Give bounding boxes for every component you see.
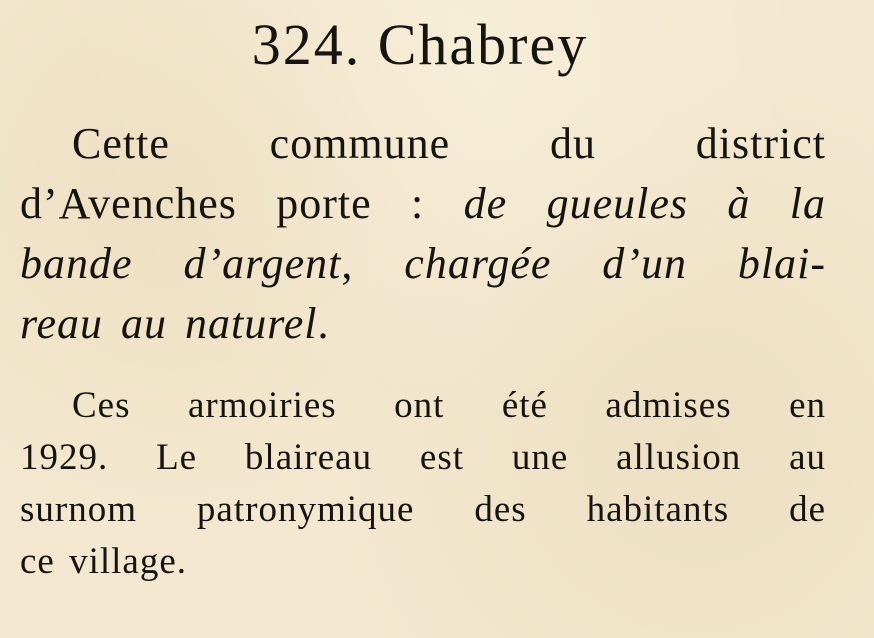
paragraph-line: [20, 294, 826, 354]
paragraph-text: ,: [341, 239, 405, 288]
paragraph-text: 1929. Le blaireau est une allusion au: [20, 437, 826, 478]
paragraph-line: [20, 234, 826, 294]
paragraph-text: Cette commune du district: [72, 119, 826, 168]
blazon-text: de gueules à la: [463, 179, 826, 228]
entry-title: 324. Chabrey: [251, 12, 589, 77]
paragraph-line: [20, 484, 826, 536]
paragraph-line: [20, 432, 826, 484]
paragraph-line: [20, 536, 826, 588]
blazon-text: bande d’argent: [20, 239, 342, 288]
paragraph-text: Ces armoiries ont été admises en: [72, 385, 826, 426]
blazon-text: chargée d’un blai-: [404, 239, 826, 288]
paragraph-text: ce village.: [20, 541, 188, 582]
paragraph-line: [20, 174, 826, 234]
paragraph-text: .: [317, 299, 330, 348]
paragraph-line: [20, 380, 826, 432]
history-paragraph: [20, 380, 826, 588]
paragraph-text: surnom patronymique des habitants de: [20, 489, 826, 530]
paragraph-line: [20, 114, 826, 174]
blazon-text: reau au naturel: [20, 299, 318, 348]
blazon-paragraph: [20, 114, 826, 354]
paragraph-text: d’Avenches porte :: [20, 179, 464, 228]
